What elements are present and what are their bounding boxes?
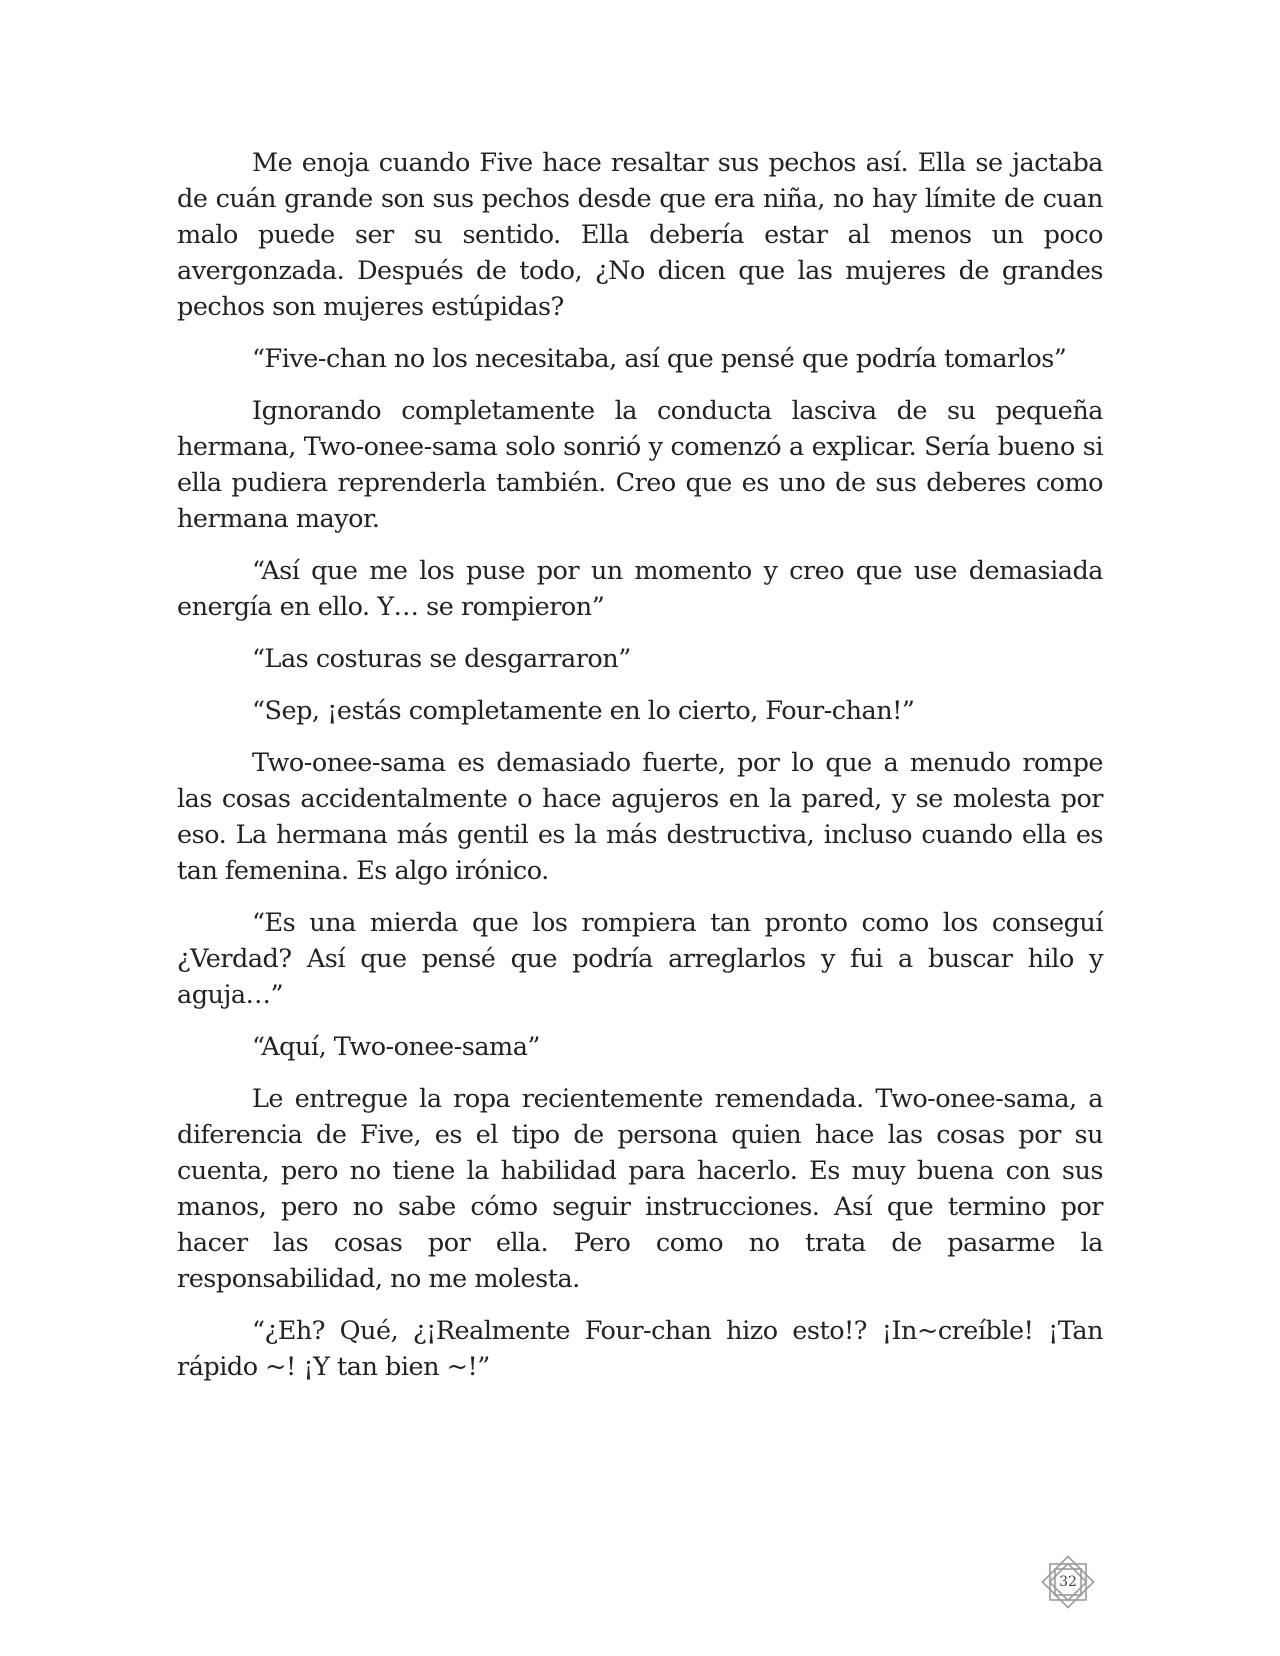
paragraph-3: Ignorando completamente la conducta lasciva de su pequeña hermana, Two-onee-sama solo sonrió y comenzó a explicar. Sería bueno si ella pudiera reprenderla también. Creo que es uno de sus deberes como hermana mayor. bbox=[177, 396, 1103, 534]
paragraph-4: “Así que me los puse por un momento y creo que use demasiada energía en ello. Y… se rompieron” bbox=[177, 556, 1103, 622]
body-text bbox=[177, 145, 1103, 1401]
paragraph-5: “Las costuras se desgarraron” bbox=[252, 644, 631, 674]
page-number-badge bbox=[1037, 1551, 1099, 1613]
paragraph-9: “Aquí, Two-onee-sama” bbox=[252, 1032, 540, 1062]
paragraph-6: “Sep, ¡estás completamente en lo cierto, Four-chan!” bbox=[252, 696, 915, 726]
paragraph-7: Two-onee-sama es demasiado fuerte, por lo que a menudo rompe las cosas accidentalmente o hace agujeros en la pared, y se molesta por eso. La hermana más gentil es la más destructiva, incluso cuando ella es tan femenina. Es algo irónico. bbox=[177, 748, 1103, 886]
paragraph-10: Le entregue la ropa recientemente remendada. Two-onee-sama, a diferencia de Five, es el tipo de persona quien hace las cosas por su cuenta, pero no tiene la habilidad para hacerlo. Es muy buena con sus manos, pero no sabe cómo seguir instrucciones. Así que termino por hacer las cosas por ella. Pero como no trata de pasarme la responsabilidad, no me molesta. bbox=[177, 1084, 1103, 1294]
paragraph-11: “¿Eh? Qué, ¿¡Realmente Four-chan hizo esto!? ¡In~creíble! ¡Tan rápido ~! ¡Y tan bien ~!” bbox=[177, 1316, 1103, 1382]
paragraph-1: Me enoja cuando Five hace resaltar sus pechos así. Ella se jactaba de cuán grande son sus pechos desde que era niña, no hay límite de cuan malo puede ser su sentido. Ella debería estar al menos un poco avergonzada. Después de todo, ¿No dicen que las mujeres de grandes pechos son mujeres estúpidas? bbox=[177, 148, 1103, 322]
page-number: 32 bbox=[1059, 1574, 1077, 1590]
paragraph-2: “Five-chan no los necesitaba, así que pensé que podría tomarlos” bbox=[252, 344, 1067, 374]
paragraph-8: “Es una mierda que los rompiera tan pronto como los conseguí ¿Verdad? Así que pensé que podría arreglarlos y fui a buscar hilo y aguja…” bbox=[177, 908, 1103, 1010]
